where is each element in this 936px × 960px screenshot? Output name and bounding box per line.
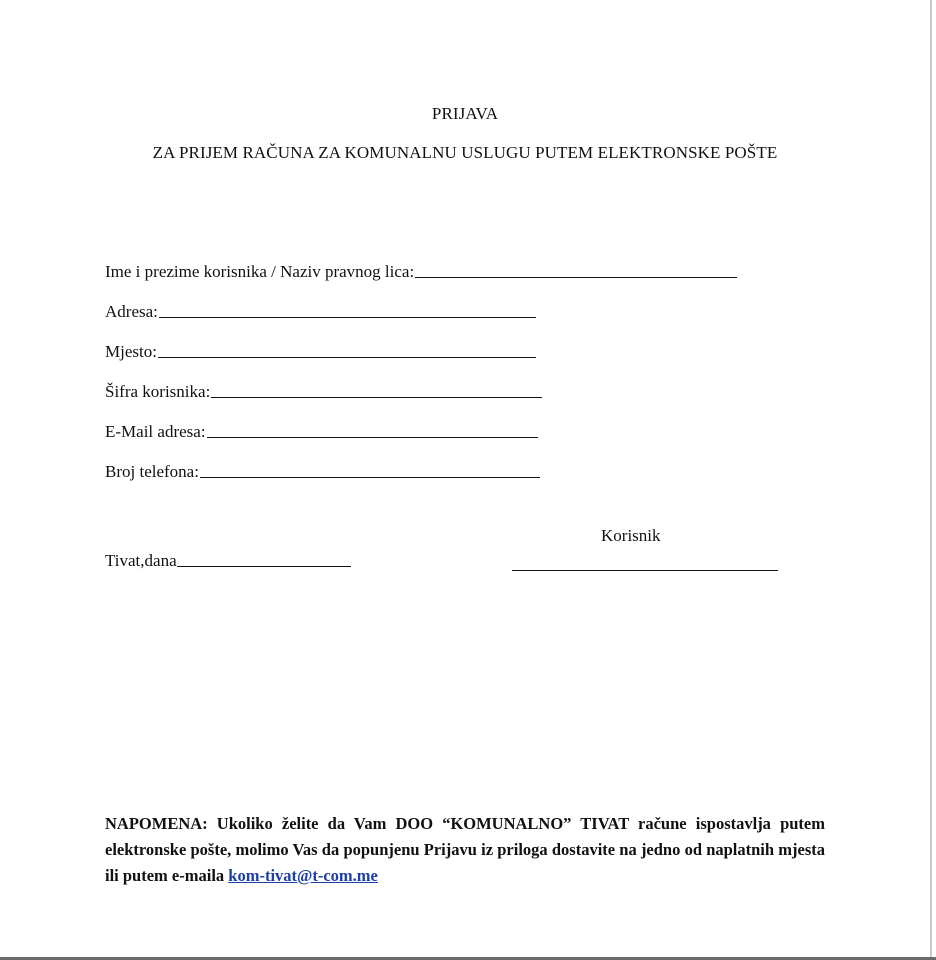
field-customer-code[interactable] — [105, 382, 542, 402]
field-city-label: Mjesto: — [105, 342, 157, 361]
date-line[interactable] — [177, 565, 351, 567]
field-email[interactable] — [105, 422, 538, 442]
field-phone-label: Broj telefona: — [105, 462, 199, 481]
place-date-field[interactable] — [105, 551, 351, 571]
document-subtitle: ZA PRIJEM RAČUNA ZA KOMUNALNU USLUGU PUTEM ELEKTRONSKE POŠTE — [152, 143, 778, 162]
signature-label: Korisnik — [601, 526, 661, 545]
note-paragraph — [105, 811, 825, 889]
place-date-label: Tivat,dana — [105, 551, 177, 570]
signature-line[interactable] — [512, 570, 778, 571]
field-email-label: E-Mail adresa: — [105, 422, 206, 441]
page-right-edge — [930, 0, 932, 960]
note-text: NAPOMENA: Ukoliko želite da Vam DOO “KOMUNALNO” TIVAT račune ispostavlja putem elektronske pošte, molimo Vas da popunjenu Prijavu iz priloga dostavite na jedno od naplatnih mjesta ili putem e-maila — [105, 814, 825, 885]
field-customer-code-label: Šifra korisnika: — [105, 382, 211, 401]
field-address-label: Adresa: — [105, 302, 158, 321]
field-name[interactable] — [105, 262, 737, 282]
field-phone-line[interactable] — [200, 476, 540, 478]
field-name-line[interactable] — [415, 276, 737, 278]
field-customer-code-line[interactable] — [211, 396, 542, 398]
email-link[interactable]: kom-tivat@t-com.me — [228, 866, 378, 885]
field-name-label: Ime i prezime korisnika / Naziv pravnog lica: — [105, 262, 415, 281]
field-city[interactable] — [105, 342, 536, 362]
field-address-line[interactable] — [159, 316, 536, 318]
field-email-line[interactable] — [207, 436, 538, 438]
field-address[interactable] — [105, 302, 536, 322]
field-city-line[interactable] — [158, 356, 536, 358]
document-title: PRIJAVA — [431, 104, 499, 123]
field-phone[interactable] — [105, 462, 540, 482]
